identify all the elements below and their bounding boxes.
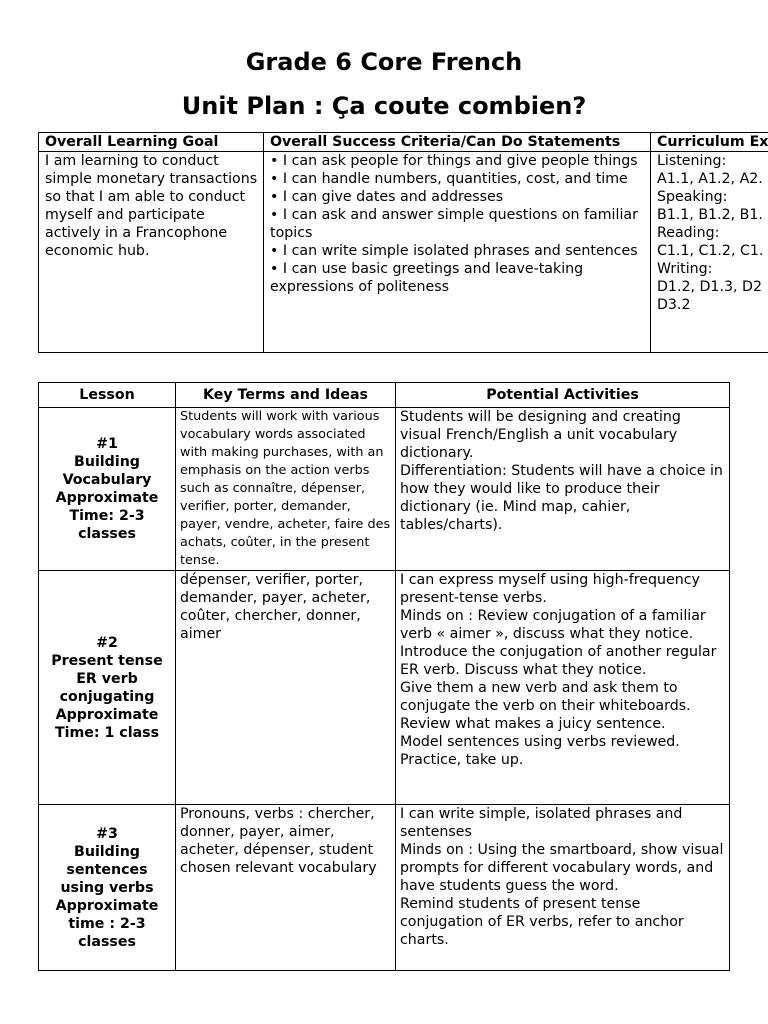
activities-cell xyxy=(396,408,730,571)
lesson-line: Building xyxy=(74,843,140,860)
lesson-line: classes xyxy=(78,933,136,950)
activity-line: I can write simple, isolated phrases and sentenses xyxy=(400,806,683,840)
curriculum-line: B1.1, B1.2, B1. xyxy=(657,207,763,223)
key-terms-cell: Pronouns, verbs : chercher, donner, payer, aimer, acheter, dépenser, student chosen relevant vocabulary xyxy=(176,805,396,971)
activity-line: Minds on : Review conjugation of a familiar verb « aimer », discuss what they notice. xyxy=(400,608,706,642)
lesson-line: Time: 2-3 xyxy=(69,508,145,524)
activity-line: Students will be designing and creating visual French/English a unit vocabulary dictionary. xyxy=(400,409,681,461)
success-criterion: • I can write simple isolated phrases and sentences xyxy=(270,243,638,259)
table-row xyxy=(39,408,730,571)
curriculum-line: D1.2, D1.3, D2 xyxy=(657,279,762,295)
lesson-line: conjugating xyxy=(59,688,155,705)
curriculum-line: D3.2 xyxy=(657,297,691,313)
lesson-line: #3 xyxy=(96,825,118,842)
activity-line: Minds on : Using the smartboard, show visual prompts for different vocabulary words, and have students guess the word. xyxy=(400,842,724,894)
header-curriculum: Curriculum Ex xyxy=(651,133,768,152)
success-criteria-cell xyxy=(264,152,651,353)
success-criterion: • I can ask and answer simple questions on familiar topics xyxy=(270,207,638,241)
success-criterion: • I can use basic greetings and leave-taking expressions of politeness xyxy=(270,261,584,295)
lesson-line: Approximate xyxy=(55,490,159,506)
lesson-line: ER verb xyxy=(76,670,138,687)
lesson-line: Vocabulary xyxy=(62,472,152,488)
header-key-terms: Key Terms and Ideas xyxy=(176,383,396,408)
curriculum-line: Writing: xyxy=(657,261,713,277)
curriculum-line: C1.1, C1.2, C1. xyxy=(657,243,764,259)
activities-cell xyxy=(396,805,730,971)
lessons-table xyxy=(38,382,730,971)
table-row xyxy=(39,805,730,971)
activity-line: Remind students of present tense conjugation of ER verbs, refer to anchor charts. xyxy=(400,896,684,948)
document-subtitle: Unit Plan : Ça coute combien? xyxy=(181,92,587,120)
activity-line: Practice, take up. xyxy=(400,752,524,768)
overview-table-wrapper xyxy=(38,132,768,354)
success-criterion: • I can ask people for things and give people things xyxy=(270,153,638,169)
curriculum-line: Reading: xyxy=(657,225,720,241)
lesson-line: Approximate xyxy=(55,706,159,723)
curriculum-line: A1.1, A1.2, A2. xyxy=(657,171,763,187)
lesson-cell xyxy=(39,408,176,571)
curriculum-line: Speaking: xyxy=(657,189,728,205)
activities-cell xyxy=(396,571,730,805)
curriculum-line: Listening: xyxy=(657,153,727,169)
overview-table xyxy=(38,132,768,353)
lesson-line: sentences xyxy=(66,861,148,878)
activity-line: Differentiation: Students will have a choice in how they would like to produce their dictionary (ie. Mind map, cahier, tables/charts). xyxy=(400,463,723,533)
header-learning-goal: Overall Learning Goal xyxy=(39,133,264,152)
curriculum-cell xyxy=(651,152,768,353)
activity-line: Review what makes a juicy sentence. xyxy=(400,716,666,732)
table-row xyxy=(39,571,730,805)
activity-line: I can express myself using high-frequency present-tense verbs. xyxy=(400,572,700,606)
document-title: Grade 6 Core French xyxy=(245,48,523,76)
key-terms-cell: Students will work with various vocabulary words associated with making purchases, with an emphasis on the action verbs such as connaître, dépenser, verifier, porter, demander, payer, vendre, acheter, faire des achats, coûter, in the present tense. xyxy=(176,408,396,571)
activity-line: Introduce the conjugation of another regular ER verb. Discuss what they notice. xyxy=(400,644,717,678)
activity-line: Model sentences using verbs reviewed. xyxy=(400,734,680,750)
success-criterion: • I can handle numbers, quantities, cost, and time xyxy=(270,171,628,187)
lesson-line: Present tense xyxy=(51,652,163,669)
lesson-line: #2 xyxy=(96,634,118,651)
success-criterion: • I can give dates and addresses xyxy=(270,189,504,205)
activity-line: Give them a new verb and ask them to conjugate the verb on their whiteboards. xyxy=(400,680,691,714)
lesson-cell xyxy=(39,571,176,805)
lesson-cell xyxy=(39,805,176,971)
header-lesson: Lesson xyxy=(39,383,176,408)
lesson-line: time : 2-3 xyxy=(68,915,146,932)
lesson-line: Building xyxy=(74,454,140,470)
key-terms-cell: dépenser, verifier, porter, demander, payer, acheter, coûter, chercher, donner, aimer xyxy=(176,571,396,805)
lesson-line: classes xyxy=(78,526,136,542)
header-activities: Potential Activities xyxy=(396,383,730,408)
lesson-line: #1 xyxy=(96,436,118,452)
learning-goal-cell: I am learning to conduct simple monetary transactions so that I am able to conduct myself and participate actively in a Francophone economic hub. xyxy=(39,152,264,353)
lesson-line: Time: 1 class xyxy=(54,724,160,741)
header-success-criteria: Overall Success Criteria/Can Do Statements xyxy=(264,133,651,152)
lesson-line: Approximate xyxy=(55,897,159,914)
lesson-line: using verbs xyxy=(60,879,154,896)
